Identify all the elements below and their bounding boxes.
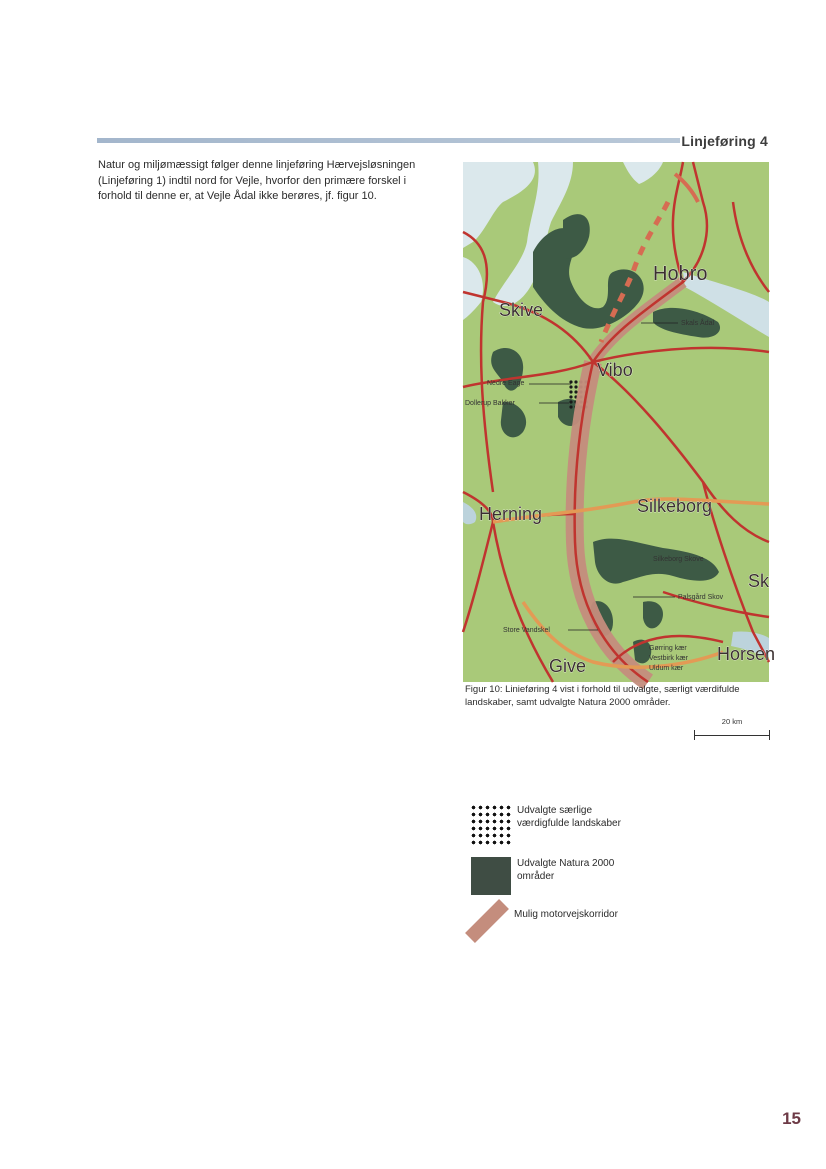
scale-line	[694, 735, 770, 736]
town-label-viborg: Vibo	[597, 360, 633, 380]
label-store-vandskel: Store Vandskel	[503, 627, 550, 634]
figure-caption: Figur 10: Linieføring 4 vist i forhold til udvalgte, særligt værdifulde landskaber, samt udvalgte Natura 2000 områder.	[465, 684, 740, 708]
town-label-silkeborg: Silkeborg	[637, 496, 713, 516]
town-label-horsens: Horsen	[717, 644, 776, 664]
legend-item-natura2000	[468, 857, 637, 895]
route-map	[463, 162, 776, 682]
label-palsgaard-skov: Palsgård Skov	[678, 594, 724, 601]
label-vestbirk-kaer: Vestbirk kær	[649, 655, 688, 662]
label-nedre-eage: Nedre Eage	[487, 380, 525, 387]
scale-tick-left	[694, 730, 695, 740]
page-number: 15	[782, 1109, 801, 1128]
section-title: Linjeføring 4	[681, 133, 768, 149]
label-dollerup-bakker: Dollerup Bakker	[465, 400, 515, 407]
intro-paragraph: Natur og miljømæssigt følger denne linjeføring Hærvejsløsningen (Linjeføring 1) indtil nord for Vejle, hvorfor den primære forskel i forhold til denne er, at Vejle Ådal ikke berøres, jf. figur 10.	[98, 159, 416, 202]
town-label-give: Give	[549, 656, 587, 676]
town-label-skanderborg: Sk	[748, 571, 770, 591]
town-label-herning: Herning	[479, 504, 543, 524]
motorway-corridor-icon	[462, 898, 522, 944]
legend-item-landscapes	[468, 804, 645, 846]
natura2000-swatch-icon	[471, 857, 511, 895]
scale-label: 20 km	[721, 717, 743, 726]
town-label-skive: Skive	[499, 300, 544, 320]
legend-label-corridor: Mulig motorvejskorridor	[514, 909, 618, 920]
scale-tick-right	[769, 730, 770, 740]
legend-item-corridor	[468, 898, 618, 944]
scale-bar	[692, 717, 772, 741]
label-silkeborg-skove: Silkeborg Skove	[653, 556, 704, 563]
legend-label-natura2000: Udvalgte Natura 2000 områder	[517, 858, 615, 882]
label-gorring-kaer: Gørring kær	[649, 645, 687, 652]
label-skals-adal: Skals Ådal	[681, 320, 715, 327]
town-label-hobro: Hobro	[653, 263, 708, 285]
label-uldum-kaer: Uldum kær	[649, 665, 684, 672]
dotted-pattern-icon	[470, 804, 512, 846]
legend-label-landscapes: Udvalgte særlige værdigfulde landskaber	[517, 805, 621, 829]
header-rule	[97, 138, 680, 143]
